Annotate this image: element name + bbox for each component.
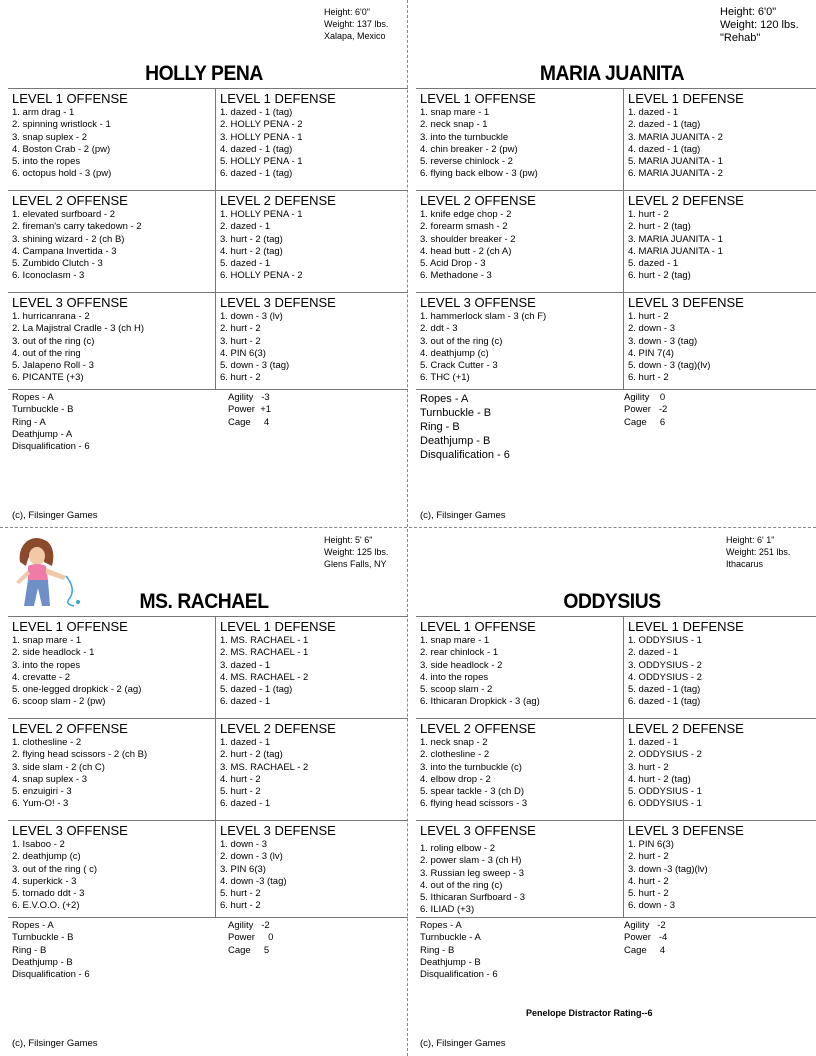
level-1-offense: LEVEL 1 OFFENSE 1. arm drag - 1 2. spinning wristlock - 1 3. snap suplex - 2 4. Boston Crab - 2 (pw) 5. into the ropes 6. octopus hold - 3 (pw) [8, 88, 216, 190]
ratings-list: Ropes - A Turnbuckle - B Ring - B Deathjump - B Disqualification - 6 [420, 393, 510, 461]
distractor-rating-note: Penelope Distractor Rating--6 [526, 1008, 653, 1018]
attributes-list: Agility -3 Power +1 Cage 4 [228, 392, 272, 428]
move-grid [416, 616, 816, 918]
card-maria-juanita [408, 0, 816, 528]
level-1-offense: LEVEL 1 OFFENSE 1. snap mare - 1 2. side headlock - 1 3. into the ropes 4. crevatte - 2 5. one-legged dropkick - 2 (ag) 6. scoop slam - 2 (pw) [8, 616, 216, 718]
attributes-list: Agility 0 Power -2 Cage 6 [624, 392, 668, 428]
level-3-offense: LEVEL 3 OFFENSE 1. hurricanrana - 2 2. La Majistral Cradle - 3 (ch H) 3. out of the ring (c) 4. out of the ring 5. Jalapeno Roll - 3 6. PICANTE (+3) [8, 292, 216, 390]
level-2-offense: LEVEL 2 OFFENSE 1. elevated surfboard - 2 2. fireman's carry takedown - 2 3. shining wizard - 2 (ch B) 4. Campana Invertida - 3 5. Zumbido Clutch - 3 6. Iconoclasm - 3 [8, 190, 216, 292]
level-1-defense: LEVEL 1 DEFENSE 1. dazed - 1 (tag) 2. HOLLY PENA - 2 3. HOLLY PENA - 1 4. dazed - 1 (tag) 5. HOLLY PENA - 1 6. dazed - 1 (tag) [216, 88, 408, 190]
copyright: (c), Filsinger Games [420, 510, 506, 521]
ratings-list: Ropes - A Turnbuckle - B Ring - A Deathjump - A Disqualification - 6 [12, 392, 90, 453]
wrestler-name: HOLLY PENA [145, 62, 263, 85]
level-3-defense: LEVEL 3 DEFENSE 1. down - 3 2. down - 3 (lv) 3. PIN 6(3) 4. down -3 (tag) 5. hurt - 2 6. hurt - 2 [216, 820, 408, 918]
card-ms-rachael [0, 528, 408, 1056]
wrestler-name: MARIA JUANITA [539, 62, 685, 85]
level-2-offense: LEVEL 2 OFFENSE 1. clothesline - 2 2. flying head scissors - 2 (ch B) 3. side slam - 2 (ch C) 4. snap suplex - 3 5. enzuigiri - 3 6. Yum-O! - 3 [8, 718, 216, 820]
level-3-offense: LEVEL 3 OFFENSE 1. roling elbow - 2 2. power slam - 3 (ch H) 3. Russian leg sweep - 3 4. out of the ring (c) 5. Ithicaran Surfboard - 3 6. ILIAD (+3) [416, 820, 624, 918]
move-grid [416, 88, 816, 390]
level-3-defense: LEVEL 3 DEFENSE 1. PIN 6(3) 2. hurt - 2 3. down -3 (tag)(lv) 4. hurt - 2 5. hurt - 2 6. down - 3 [624, 820, 816, 918]
card-oddysius [408, 528, 816, 1056]
level-2-defense: LEVEL 2 DEFENSE 1. dazed - 1 2. hurt - 2 (tag) 3. MS. RACHAEL - 2 4. hurt - 2 5. hurt - 2 6. dazed - 1 [216, 718, 408, 820]
level-1-defense: LEVEL 1 DEFENSE 1. dazed - 1 2. dazed - 1 (tag) 3. MARIA JUANITA - 2 4. dazed - 1 (tag) 5. MARIA JUANITA - 1 6. MARIA JUANITA - 2 [624, 88, 816, 190]
level-3-offense: LEVEL 3 OFFENSE 1. hammerlock slam - 3 (ch F) 2. ddt - 3 3. out of the ring (c) 4. deathjump (c) 5. Crack Cutter - 3 6. THC (+1) [416, 292, 624, 390]
ratings-list: Ropes - A Turnbuckle - A Ring - B Deathjump - B Disqualification - 6 [420, 920, 498, 981]
level-3-defense: LEVEL 3 DEFENSE 1. hurt - 2 2. down - 3 3. down - 3 (tag) 4. PIN 7(4) 5. down - 3 (tag)(lv) 6. hurt - 2 [624, 292, 816, 390]
card-holly-pena [0, 0, 408, 528]
wrestler-stats: Height: 6'0" Weight: 120 lbs. "Rehab" [720, 6, 799, 44]
wrestler-stats: Height: 5' 6" Weight: 125 lbs. Glens Falls, NY [324, 535, 389, 569]
level-2-defense: LEVEL 2 DEFENSE 1. HOLLY PENA - 1 2. dazed - 1 3. hurt - 2 (tag) 4. hurt - 2 (tag) 5. dazed - 1 6. HOLLY PENA - 2 [216, 190, 408, 292]
level-2-offense: LEVEL 2 OFFENSE 1. neck snap - 2 2. clothesline - 2 3. into the turnbuckle (c) 4. elbow drop - 2 5. spear tackle - 3 (ch D) 6. flying head scissors - 3 [416, 718, 624, 820]
level-2-defense: LEVEL 2 DEFENSE 1. dazed - 1 2. ODDYSIUS - 2 3. hurt - 2 4. hurt - 2 (tag) 5. ODDYSIUS - 1 6. ODDYSIUS - 1 [624, 718, 816, 820]
level-1-offense: LEVEL 1 OFFENSE 1. snap mare - 1 2. neck snap - 1 3. into the turnbuckle 4. chin breaker - 2 (pw) 5. reverse chinlock - 2 6. flying back elbow - 3 (pw) [416, 88, 624, 190]
wrestler-stats: Height: 6' 1" Weight: 251 lbs. Ithacarus [726, 535, 791, 569]
wrestler-name: ODDYSIUS [563, 590, 661, 613]
move-grid [8, 616, 408, 918]
level-1-defense: LEVEL 1 DEFENSE 1. ODDYSIUS - 1 2. dazed - 1 3. ODDYSIUS - 2 4. ODDYSIUS - 2 5. dazed - 1 (tag) 6. dazed - 1 (tag) [624, 616, 816, 718]
wrestler-name: MS. RACHAEL [139, 590, 269, 613]
level-3-offense: LEVEL 3 OFFENSE 1. Isaboo - 2 2. deathjump (c) 3. out of the ring ( c) 4. superkick - 3 5. tornado ddt - 3 6. E.V.O.O. (+2) [8, 820, 216, 918]
copyright: (c), Filsinger Games [420, 1038, 506, 1049]
move-grid [8, 88, 408, 390]
level-2-defense: LEVEL 2 DEFENSE 1. hurt - 2 2. hurt - 2 (tag) 3. MARIA JUANITA - 1 4. MARIA JUANITA - 1 5. dazed - 1 6. hurt - 2 (tag) [624, 190, 816, 292]
copyright: (c), Filsinger Games [12, 510, 98, 521]
level-3-defense: LEVEL 3 DEFENSE 1. down - 3 (lv) 2. hurt - 2 3. hurt - 2 4. PIN 6(3) 5. down - 3 (tag) 6. hurt - 2 [216, 292, 408, 390]
wrestler-stats: Height: 6'0" Weight: 137 lbs. Xalapa, Mexico [324, 7, 389, 41]
attributes-list: Agility -2 Power -4 Cage 4 [624, 920, 668, 956]
attributes-list: Agility -2 Power 0 Cage 5 [228, 920, 274, 956]
level-1-defense: LEVEL 1 DEFENSE 1. MS. RACHAEL - 1 2. MS. RACHAEL - 1 3. dazed - 1 4. MS. RACHAEL - 2 5. dazed - 1 (tag) 6. dazed - 1 [216, 616, 408, 718]
level-2-offense: LEVEL 2 OFFENSE 1. knife edge chop - 2 2. forearm smash - 2 3. shoulder breaker - 2 4. head butt - 2 (ch A) 5. Acid Drop - 3 6. Methadone - 3 [416, 190, 624, 292]
ratings-list: Ropes - A Turnbuckle - B Ring - B Deathjump - B Disqualification - 6 [12, 920, 90, 981]
level-1-offense: LEVEL 1 OFFENSE 1. snap mare - 1 2. rear chinlock - 1 3. side headlock - 2 4. into the ropes 5. scoop slam - 2 6. Ithicaran Dropkick - 3 (ag) [416, 616, 624, 718]
copyright: (c), Filsinger Games [12, 1038, 98, 1049]
